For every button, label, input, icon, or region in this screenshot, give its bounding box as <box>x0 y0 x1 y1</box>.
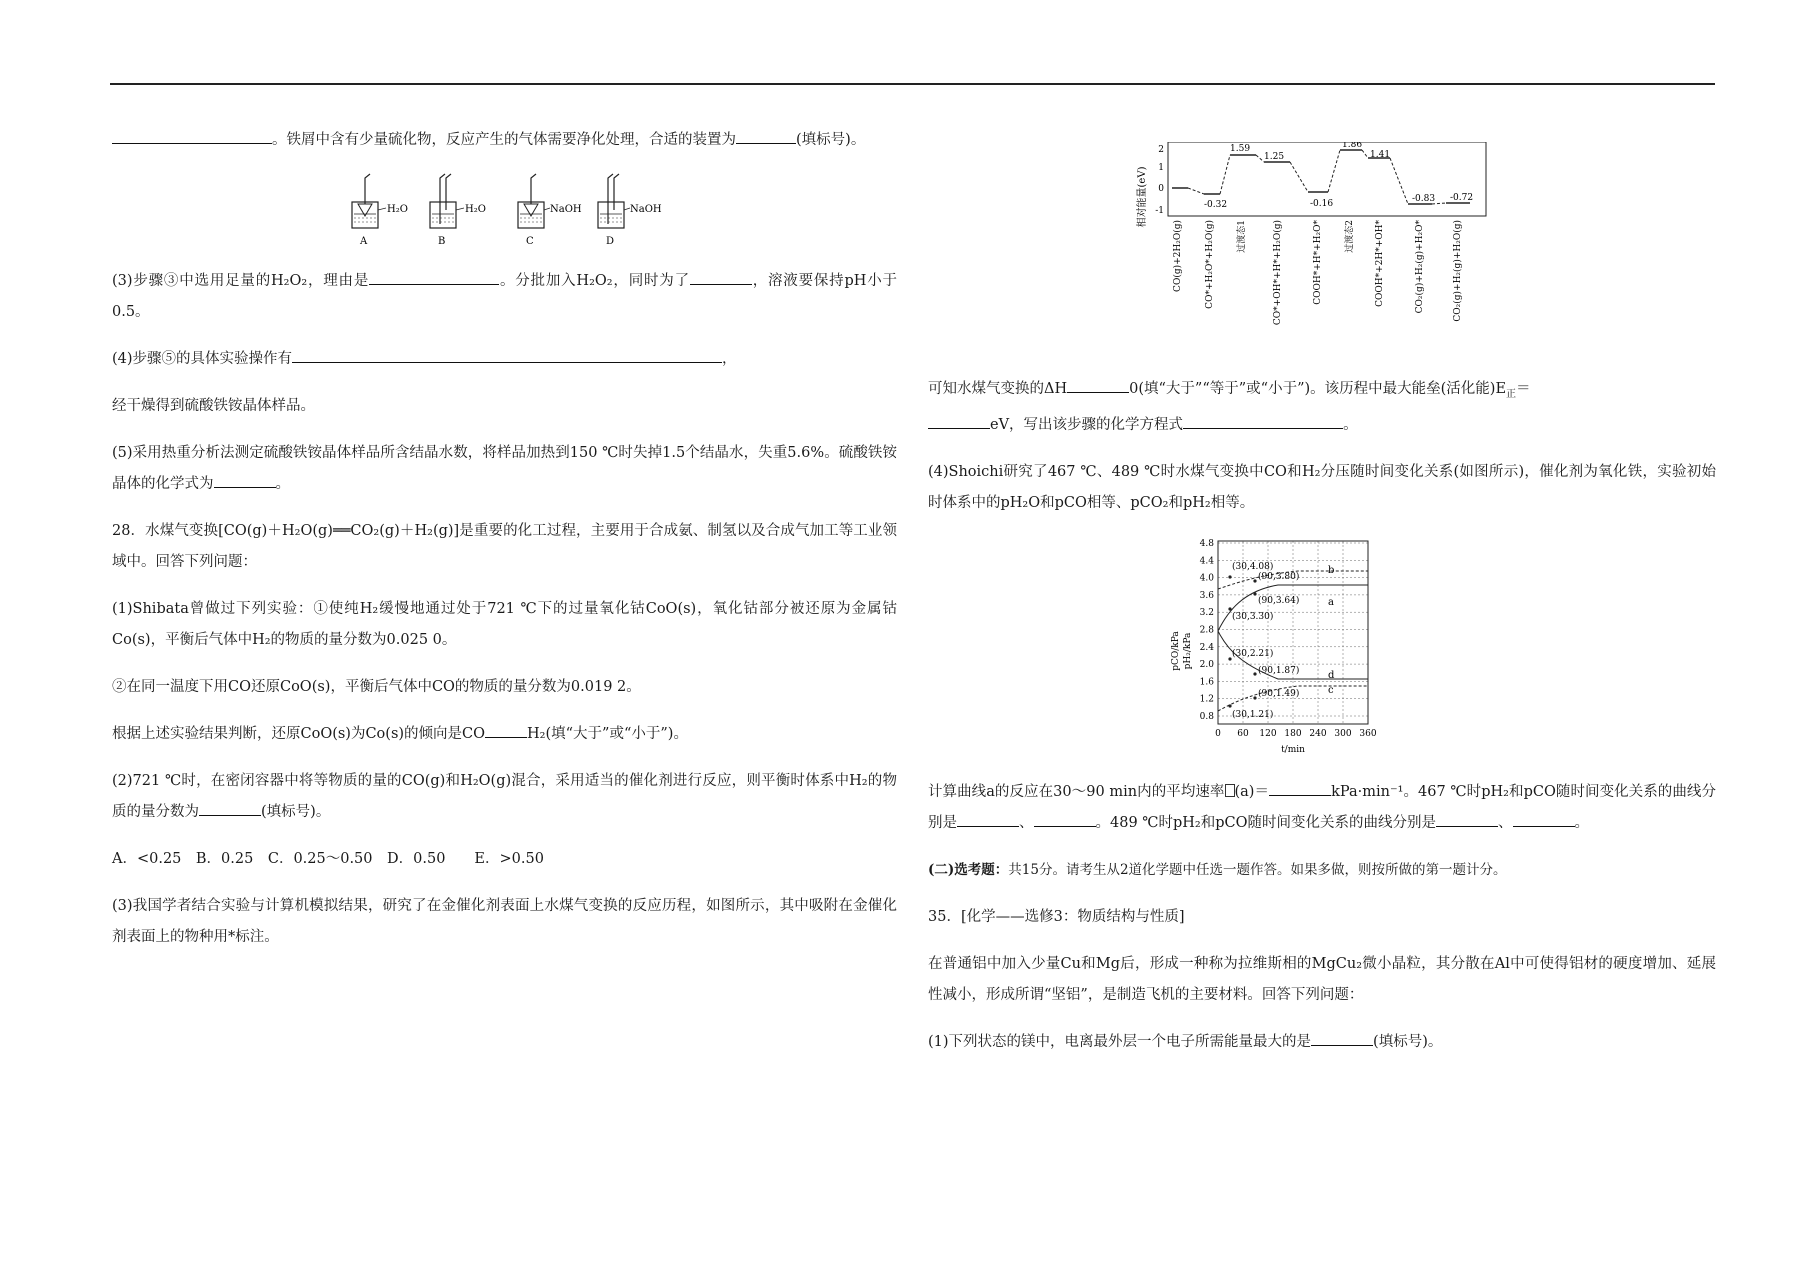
reagent-label: H₂O <box>387 204 408 215</box>
question-35-intro: 在普通铝中加入少量Cu和Mg后，形成一种称为拉维斯相的MgCu₂微小晶粒，其分散在Al中可使得铝材的硬度增加、延展性减小，形成所谓“坚铝”，是制造飞机的主要材料。回答下列问题： <box>928 955 1716 1003</box>
pressure-chart-figure <box>928 535 1716 767</box>
x-tick: 300 <box>1334 728 1352 739</box>
answer-blank[interactable] <box>369 269 499 285</box>
apparatus-diagram <box>112 172 897 252</box>
apparatus-b <box>430 174 486 247</box>
apparatus-d <box>598 174 662 247</box>
state-label: 过渡态1 <box>1237 220 1247 253</box>
y-tick: 0.8 <box>1199 711 1214 722</box>
state-label: CO*+OH*+H*+H₂O(g) <box>1273 220 1283 326</box>
answer-options: A．<0.25 B．0.25 C．0.25～0.50 D．0.50 E．>0.50 <box>112 851 544 867</box>
state-label: CO(g)+2H₂O(g) <box>1173 220 1183 292</box>
apparatus-figure <box>112 172 897 252</box>
y-tick: 2.8 <box>1199 625 1214 636</box>
apparatus-letter: A <box>360 236 368 247</box>
y-axis-label-2: pH₂/kPa <box>1183 632 1193 670</box>
x-tick: 240 <box>1309 728 1327 739</box>
question-4: (4)步骤⑤的具体实验操作有 ， <box>112 344 897 375</box>
data-point <box>1253 696 1256 699</box>
y-axis-label: 相对能量(eV) <box>1137 166 1148 228</box>
y-tick: 3.2 <box>1199 608 1214 619</box>
energy-value-label: 1.59 <box>1230 144 1251 154</box>
answer-blank[interactable] <box>928 413 990 429</box>
curve-label: d <box>1328 669 1335 681</box>
y-tick: 0 <box>1158 184 1164 194</box>
data-point <box>1228 607 1231 610</box>
energy-value-label: -0.72 <box>1450 193 1474 203</box>
energy-diagram-figure <box>928 142 1716 362</box>
curve-label: b <box>1328 564 1335 576</box>
pressure-chart <box>928 535 1716 767</box>
elective-heading: (二)选考题：共15分。请考生从2道化学题中任选一题作答。如果多做，则按所做的第一题计分。 <box>928 861 1507 878</box>
answer-blank[interactable] <box>1034 811 1096 827</box>
rate-question: 计算曲线a的反应在30～90 min内的平均速率 (a)＝ kPa·min⁻¹。467 ℃时pH₂和pCO随时间变化关系的曲线分别是 、 。489 ℃时pH₂和pCO随时间变化关系的曲线分别是 、 。 <box>928 777 1716 839</box>
data-point <box>1253 579 1256 582</box>
y-tick: 1.2 <box>1199 694 1214 705</box>
right-column <box>928 142 1716 1074</box>
rate-symbol-icon <box>1225 784 1235 797</box>
y-tick: 4.0 <box>1199 573 1214 584</box>
question-28-part-1: (1)Shibata曾做过下列实验：①使纯H₂缓慢地通过处于721 ℃下的过量氧化钴CoO(s)，氧化钴部分被还原为金属钴Co(s)，平衡后气体中H₂的物质的量分数为0.025 0。 <box>112 601 897 648</box>
reagent-label: NaOH <box>550 204 582 215</box>
state-label: COOH*+2H*+OH* <box>1375 220 1385 307</box>
x-tick: 60 <box>1237 728 1249 739</box>
apparatus-letter: D <box>606 236 615 247</box>
question-28: 28．水煤气变换[CO(g)＋H₂O(g)══CO₂(g)＋H₂(g)]是重要的化工过程，主要用于合成氨、制氢以及合成气加工等工业领域中。回答下列问题： <box>112 523 897 570</box>
x-axis-label: t/min <box>1281 744 1305 755</box>
y-axis-label: pCO/kPa <box>1171 631 1181 671</box>
state-label: COOH*+H*+H₂O* <box>1313 220 1323 305</box>
x-tick: 0 <box>1215 728 1221 739</box>
curve-a <box>1218 585 1368 631</box>
answer-blank[interactable] <box>1513 811 1575 827</box>
question-28-part-3: (3)我国学者结合实验与计算机模拟结果，研究了在金催化剂表面上水煤气变换的反应历程，如图所示，其中吸附在金催化剂表面上的物种用*标注。 <box>112 898 897 945</box>
answer-blank[interactable] <box>1269 780 1331 796</box>
data-point <box>1228 704 1231 707</box>
reagent-label: NaOH <box>630 204 662 215</box>
data-point <box>1253 592 1256 595</box>
answer-blank[interactable] <box>1436 811 1498 827</box>
y-tick: 2 <box>1158 145 1164 155</box>
paragraph-purification: 。铁屑中含有少量硫化物，反应产生的气体需要净化处理，合适的装置为 (填标号)。 <box>112 125 897 156</box>
state-label: CO₂(g)+H₂(g)+H₂O* <box>1415 220 1425 314</box>
answer-blank[interactable] <box>485 722 527 738</box>
question-28-part-4: (4)Shoichi研究了467 ℃、489 ℃时水煤气变换中CO和H₂分压随时间变化关系(如图所示)，催化剂为氧化铁，实验初始时体系中的pH₂O和pCO相等、pCO₂和pH₂相等。 <box>928 463 1716 511</box>
y-tick: 1.6 <box>1199 677 1214 688</box>
question-35-part-1: (1)下列状态的镁中，电离最外层一个电子所需能量最大的是 (填标号)。 <box>928 1027 1716 1058</box>
apparatus-a <box>352 174 408 247</box>
x-tick: 360 <box>1359 728 1377 739</box>
x-tick: 180 <box>1284 728 1302 739</box>
data-point <box>1228 575 1231 578</box>
answer-blank[interactable] <box>214 472 276 488</box>
answer-blank[interactable] <box>1311 1030 1373 1046</box>
apparatus-letter: C <box>526 236 534 247</box>
y-tick: 2.0 <box>1199 659 1214 670</box>
answer-blank[interactable] <box>690 269 752 285</box>
data-point <box>1253 672 1256 675</box>
answer-blank[interactable] <box>112 128 272 144</box>
x-tick: 120 <box>1259 728 1277 739</box>
point-label: (30,3.30) <box>1232 611 1274 622</box>
enthalpy-question: 可知水煤气变换的ΔH 0(填“大于”“等于”或“小于”)。该历程中最大能垒(活化能)$E_正=$ eV，写出该步骤的化学方程式 。 <box>928 374 1716 441</box>
left-column <box>112 125 897 969</box>
apparatus-c <box>518 174 582 247</box>
y-tick: 2.4 <box>1199 642 1214 653</box>
y-tick: 1 <box>1158 163 1164 173</box>
point-label: (30,2.21) <box>1232 648 1274 659</box>
apparatus-letter: B <box>438 236 446 247</box>
answer-blank[interactable] <box>199 800 261 816</box>
energy-value-label: -0.83 <box>1412 194 1436 204</box>
point-label: (90,1.49) <box>1258 688 1300 699</box>
y-tick: 4.8 <box>1199 538 1214 549</box>
energy-value-label: 1.86 <box>1342 142 1363 150</box>
curve-label: c <box>1328 684 1334 696</box>
state-label: 过渡态2 <box>1345 220 1355 253</box>
question-28-part-2: (2)721 ℃时，在密闭容器中将等物质的量的CO(g)和H₂O(g)混合，采用适当的催化剂进行反应，则平衡时体系中H₂的物质的量分数为 (填标号)。 <box>112 773 897 820</box>
energy-value-label: 1.25 <box>1264 152 1285 162</box>
answer-blank[interactable] <box>1067 377 1129 393</box>
energy-value-label: 1.41 <box>1370 150 1391 160</box>
reagent-label: H₂O <box>465 204 486 215</box>
state-label: CO*+H₂O*+H₂O(g) <box>1205 220 1215 309</box>
y-tick: 3.6 <box>1199 590 1214 601</box>
question-28-judgement: 根据上述实验结果判断，还原CoO(s)为Co(s)的倾向是CO H₂(填“大于”或“小于”)。 <box>112 719 897 750</box>
question-5: (5)采用热重分析法测定硫酸铁铵晶体样品所含结晶水数，将样品加热到150 ℃时失掉1.5个结晶水，失重5.6%。硫酸铁铵晶体的化学式为 。 <box>112 445 897 492</box>
question-28-part-1b: ②在同一温度下用CO还原CoO(s)，平衡后气体中CO的物质的量分数为0.019 2。 <box>112 679 641 695</box>
curve-label: a <box>1328 596 1334 608</box>
y-tick: 4.4 <box>1199 556 1214 567</box>
point-label: (90,1.87) <box>1258 665 1300 676</box>
answer-blank[interactable] <box>957 811 1019 827</box>
header-rule <box>110 83 1715 85</box>
point-label: (90,3.80) <box>1258 571 1300 582</box>
point-label: (90,3.64) <box>1258 595 1300 606</box>
y-tick: -1 <box>1155 206 1164 216</box>
point-label: (30,1.21) <box>1232 709 1274 720</box>
answer-blank[interactable] <box>1183 413 1343 429</box>
question-35-title: 35．[化学——选修3：物质结构与性质] <box>928 908 1185 925</box>
energy-diagram <box>928 142 1716 362</box>
answer-blank[interactable] <box>292 347 722 363</box>
energy-value-label: -0.16 <box>1310 199 1334 209</box>
point-label: (30,4.08) <box>1232 561 1274 572</box>
question-4-continued: 经干燥得到硫酸铁铵晶体样品。 <box>112 398 315 414</box>
question-3: (3)步骤③中选用足量的H₂O₂，理由是 。分批加入H₂O₂，同时为了 ，溶液要保持pH小于0.5。 <box>112 266 897 328</box>
answer-blank[interactable] <box>736 128 796 144</box>
energy-value-label: -0.32 <box>1204 200 1228 210</box>
state-label: CO₂(g)+H₂(g)+H₂O(g) <box>1453 220 1463 322</box>
